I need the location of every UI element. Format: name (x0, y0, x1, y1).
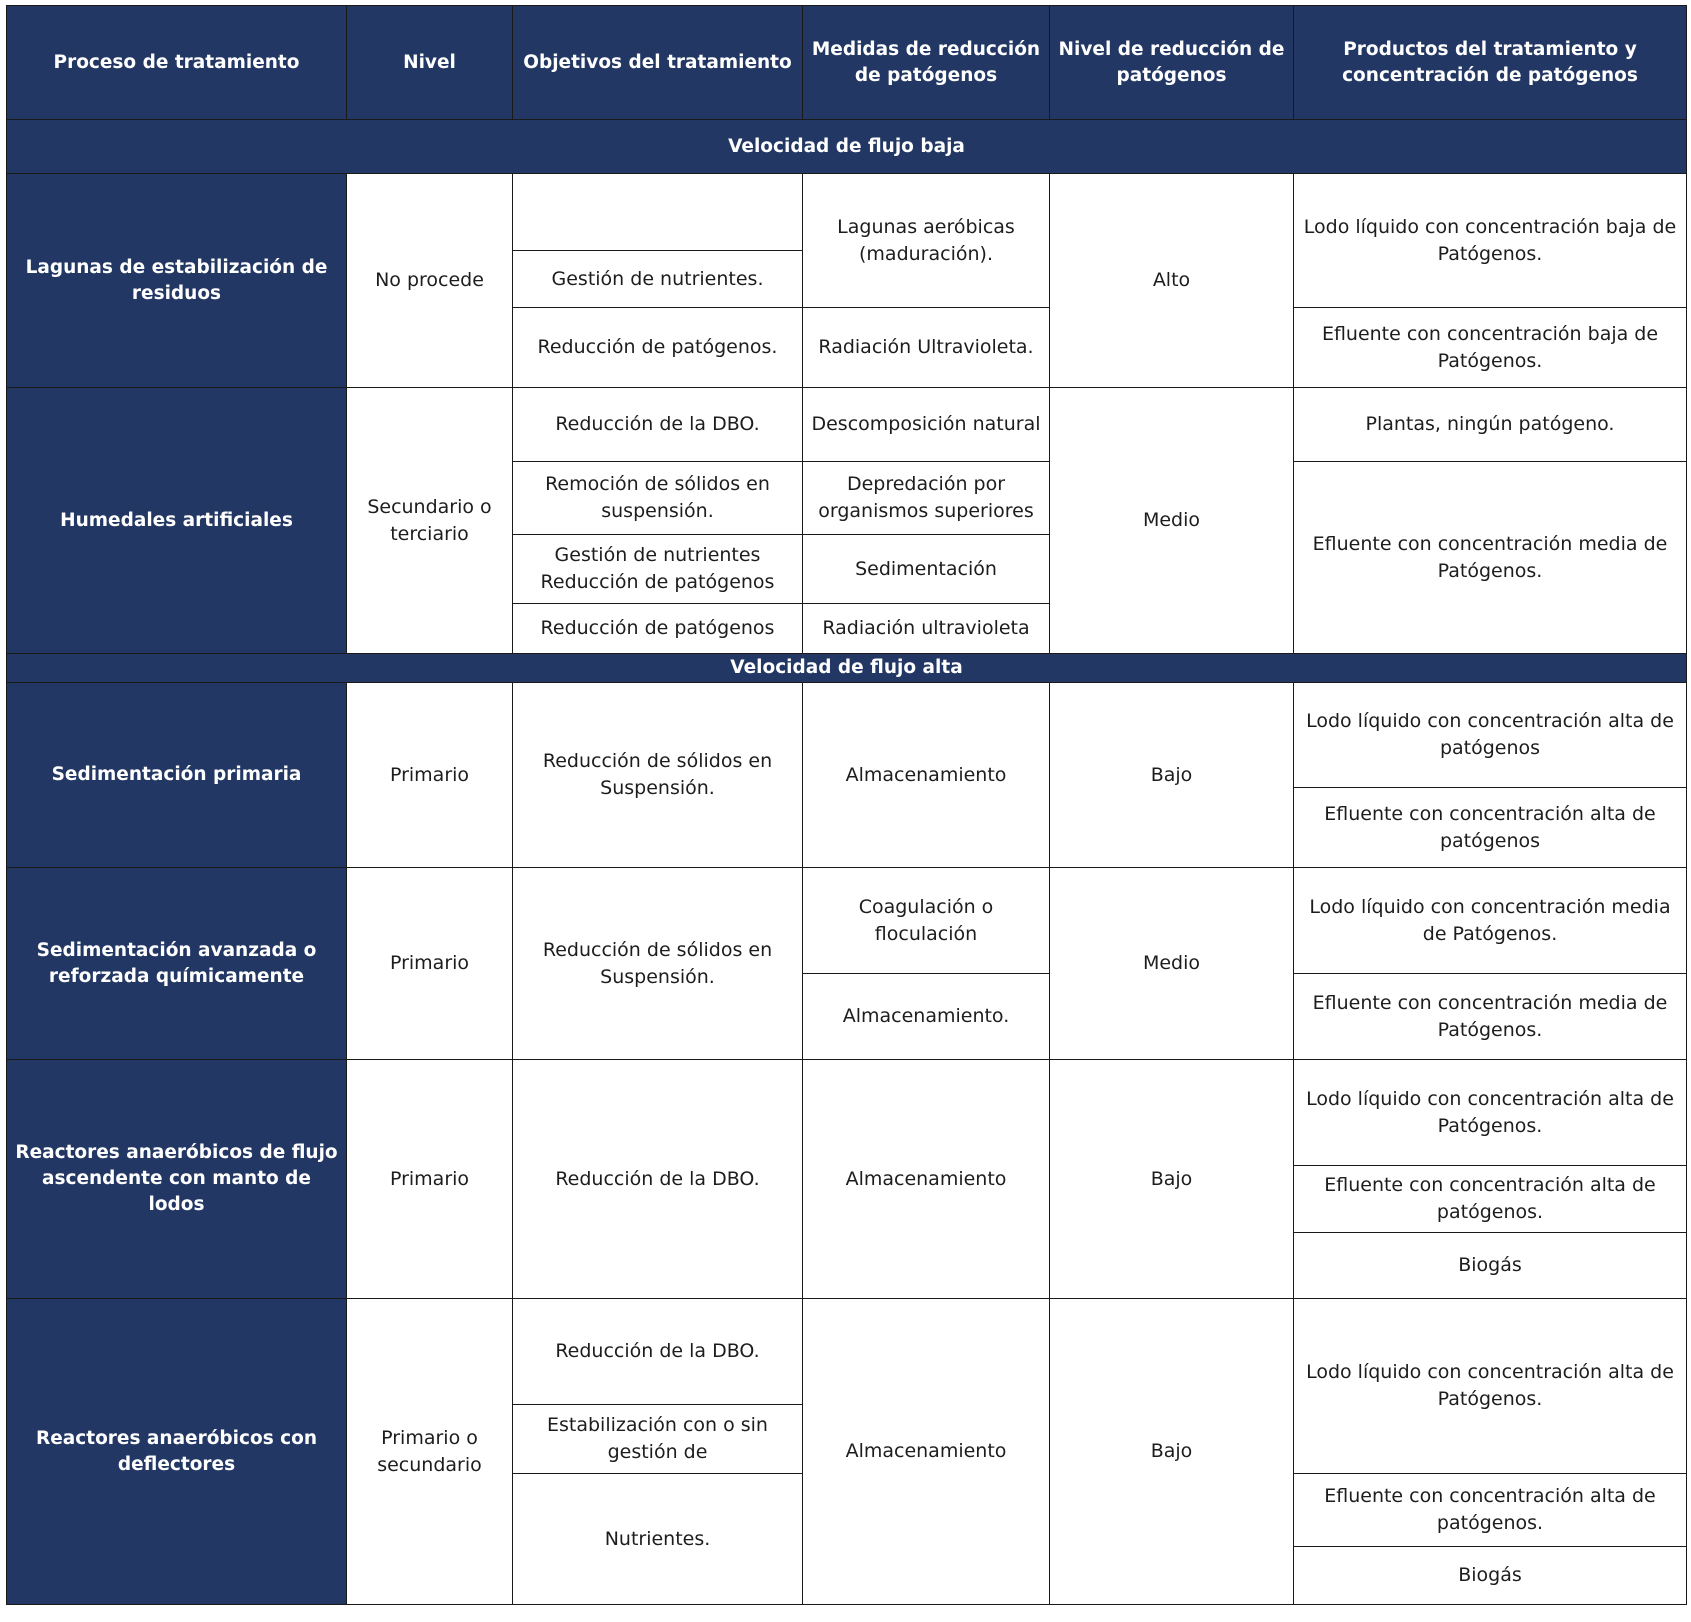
product-cell: Lodo líquido con concentración media de Patógenos. (1294, 868, 1687, 974)
reduction-level-cell: Bajo (1050, 1299, 1294, 1605)
objective-cell: Nutrientes. (513, 1474, 803, 1605)
section-row-high (7, 654, 1687, 683)
measure-cell: Radiación ultravioleta (803, 604, 1050, 654)
process-name: Reactores anaeróbicos con deflectores (7, 1299, 347, 1605)
reduction-level-cell: Bajo (1050, 1060, 1294, 1299)
process-name: Humedales artificiales (7, 388, 347, 654)
table-row (7, 868, 1687, 974)
level-cell: Secundario o terciario (347, 388, 513, 654)
header-nivel: Nivel (347, 6, 513, 120)
measure-cell: Almacenamiento (803, 683, 1050, 868)
level-cell: No procede (347, 174, 513, 388)
table-row (7, 683, 1687, 788)
objective-cell: Reducción de patógenos. (513, 308, 803, 388)
product-cell: Plantas, ningún patógeno. (1294, 388, 1687, 462)
product-cell: Biogás (1294, 1547, 1687, 1605)
table-container (6, 5, 1687, 1605)
measure-cell: Radiación Ultravioleta. (803, 308, 1050, 388)
objective-cell: Estabilización con o sin gestión de (513, 1405, 803, 1474)
measure-cell: Depredación por organismos superiores (803, 462, 1050, 535)
product-cell: Efluente con concentración media de Patógenos. (1294, 974, 1687, 1060)
measure-cell: Almacenamiento (803, 1299, 1050, 1605)
objective-cell (513, 174, 803, 251)
table-row (7, 1299, 1687, 1405)
measure-cell: Lagunas aeróbicas (maduración). (803, 174, 1050, 308)
product-cell: Efluente con concentración alta de patógenos. (1294, 1166, 1687, 1233)
section-row-low (7, 120, 1687, 174)
objective-cell: Gestión de nutrientes. (513, 251, 803, 308)
objective-cell: Reducción de la DBO. (513, 1060, 803, 1299)
product-cell: Lodo líquido con concentración baja de Patógenos. (1294, 174, 1687, 308)
measure-cell: Almacenamiento. (803, 974, 1050, 1060)
product-cell: Efluente con concentración alta de patógenos. (1294, 1474, 1687, 1547)
reduction-level-cell: Bajo (1050, 683, 1294, 868)
level-cell: Primario (347, 868, 513, 1060)
objective-cell: Reducción de sólidos en Suspensión. (513, 868, 803, 1060)
measure-cell: Almacenamiento (803, 1060, 1050, 1299)
product-cell: Lodo líquido con concentración alta de Patógenos. (1294, 1060, 1687, 1166)
measure-cell: Descomposición natural (803, 388, 1050, 462)
pathogen-treatment-table (6, 5, 1687, 1605)
process-name: Sedimentación primaria (7, 683, 347, 868)
reduction-level-cell: Alto (1050, 174, 1294, 388)
product-cell: Lodo líquido con concentración alta de patógenos (1294, 683, 1687, 788)
header-objetivos: Objetivos del tratamiento (513, 6, 803, 120)
product-cell: Efluente con concentración baja de Patógenos. (1294, 308, 1687, 388)
header-nivel-reduccion: Nivel de reducción de patógenos (1050, 6, 1294, 120)
header-medidas: Medidas de reducción de patógenos (803, 6, 1050, 120)
header-row (7, 6, 1687, 120)
level-cell: Primario (347, 1060, 513, 1299)
objective-cell: Gestión de nutrientes Reducción de patógenos (513, 535, 803, 604)
reduction-level-cell: Medio (1050, 388, 1294, 654)
table-row (7, 174, 1687, 251)
objective-cell: Reducción de sólidos en Suspensión. (513, 683, 803, 868)
process-name: Lagunas de estabilización de residuos (7, 174, 347, 388)
product-cell: Lodo líquido con concentración alta de Patógenos. (1294, 1299, 1687, 1474)
product-cell: Efluente con concentración media de Patógenos. (1294, 462, 1687, 654)
header-proceso: Proceso de tratamiento (7, 6, 347, 120)
product-cell: Efluente con concentración alta de patógenos (1294, 788, 1687, 868)
level-cell: Primario o secundario (347, 1299, 513, 1605)
measure-cell: Coagulación o floculación (803, 868, 1050, 974)
measure-cell: Sedimentación (803, 535, 1050, 604)
process-name: Reactores anaeróbicos de flujo ascendente con manto de lodos (7, 1060, 347, 1299)
reduction-level-cell: Medio (1050, 868, 1294, 1060)
section-title-low-flow: Velocidad de flujo baja (7, 120, 1687, 174)
objective-cell: Reducción de patógenos (513, 604, 803, 654)
objective-cell: Reducción de la DBO. (513, 1299, 803, 1405)
objective-cell: Remoción de sólidos en suspensión. (513, 462, 803, 535)
table-row (7, 1060, 1687, 1166)
process-name: Sedimentación avanzada o reforzada químicamente (7, 868, 347, 1060)
objective-cell: Reducción de la DBO. (513, 388, 803, 462)
product-cell: Biogás (1294, 1233, 1687, 1299)
header-productos: Productos del tratamiento y concentración de patógenos (1294, 6, 1687, 120)
section-title-high-flow: Velocidad de flujo alta (7, 654, 1687, 683)
table-row (7, 388, 1687, 462)
level-cell: Primario (347, 683, 513, 868)
